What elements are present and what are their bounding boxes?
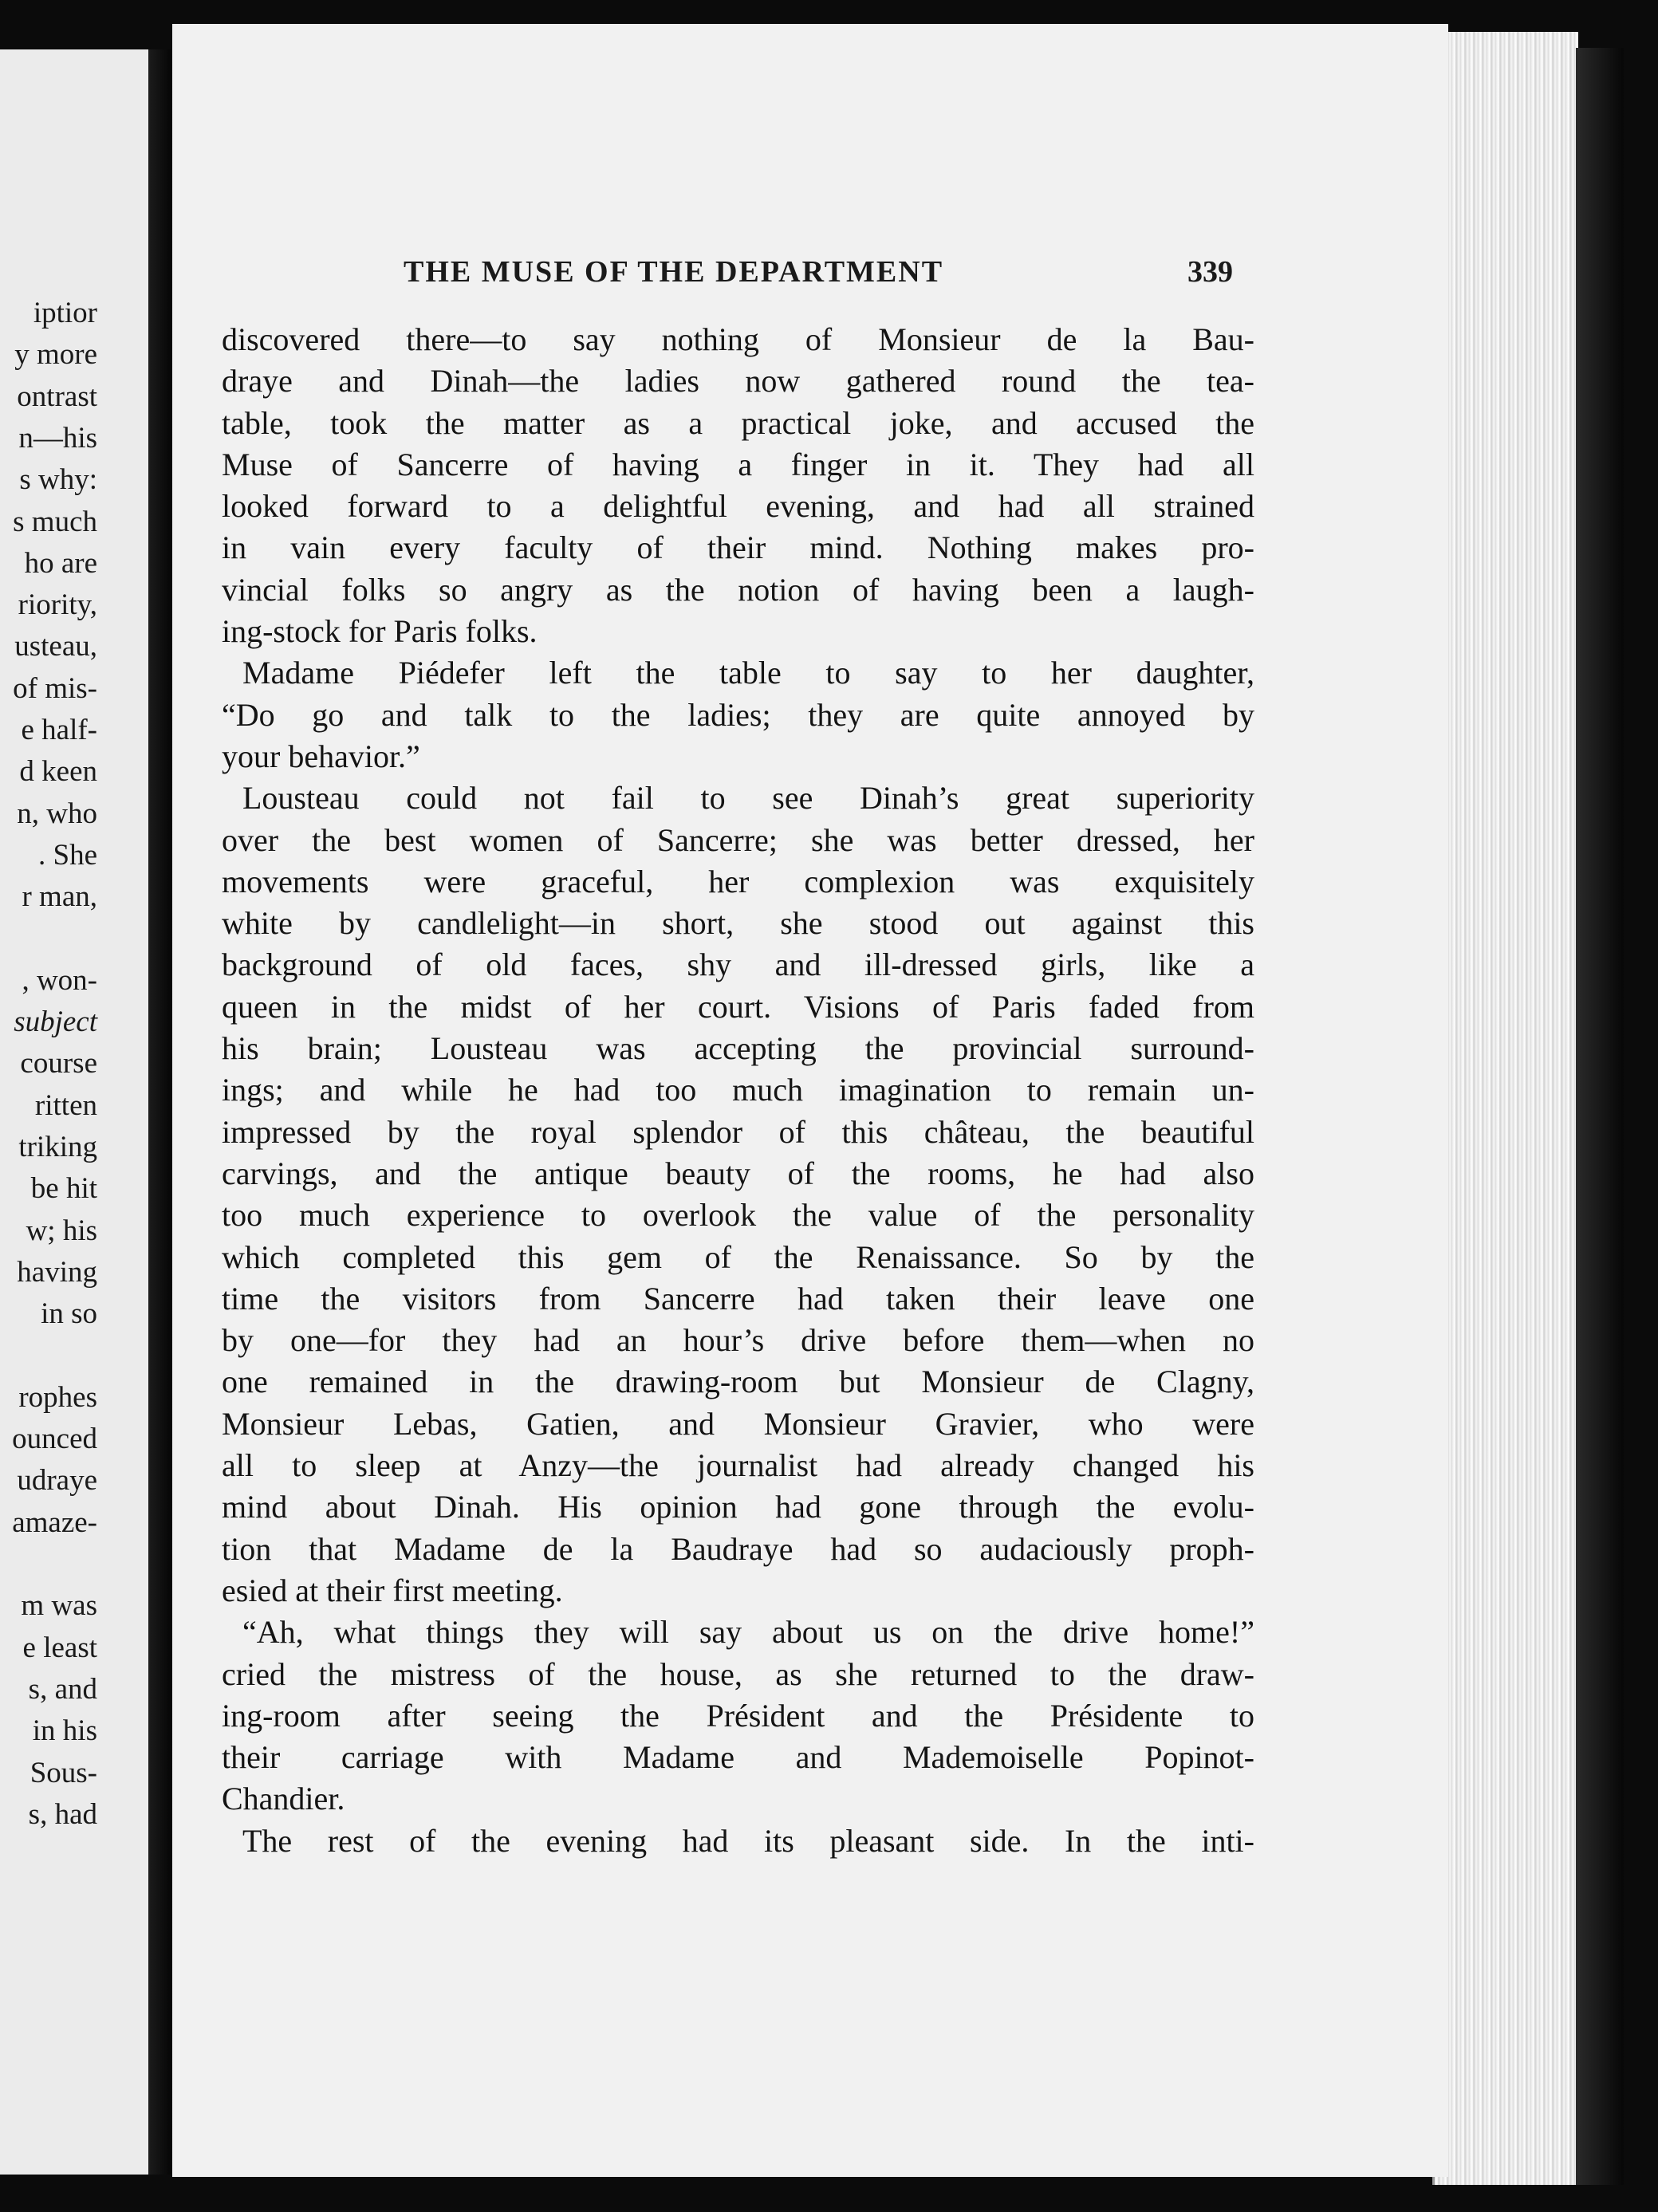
- facing-page-line: s, had: [28, 1797, 97, 1831]
- facing-page-line: s much: [13, 505, 97, 538]
- facing-page-line: course: [20, 1047, 97, 1080]
- text-line: table, took the matter as a practical joke, and accused the: [222, 404, 1254, 441]
- page-edges: [1432, 32, 1578, 2185]
- book-page: [172, 24, 1448, 2177]
- facing-page-line: in his: [32, 1714, 97, 1748]
- running-head: [172, 254, 1448, 294]
- facing-page-line: rophes: [18, 1380, 97, 1414]
- facing-page-line: , won-: [22, 963, 97, 997]
- text-line: vincial folks so angry as the notion of having been a laugh-: [222, 571, 1254, 608]
- facing-page-line: n—his: [18, 421, 97, 455]
- book-gutter: [148, 49, 172, 2175]
- facing-page-line: w; his: [26, 1214, 97, 1247]
- text-line: Lousteau could not fail to see Dinah’s great superiority: [242, 780, 1254, 817]
- text-line: “Do go and talk to the ladies; they are quite annoyed by: [222, 696, 1254, 733]
- text-line: his brain; Lousteau was accepting the provincial surround-: [222, 1030, 1254, 1067]
- text-line: “Ah, what things they will say about us on the drive home!”: [242, 1614, 1254, 1651]
- body-text: [222, 319, 1254, 1862]
- text-line: mind about Dinah. His opinion had gone through the evolu-: [222, 1489, 1254, 1525]
- running-head-title: THE MUSE OF THE DEPARTMENT: [404, 255, 944, 289]
- text-line: Chandier.: [222, 1781, 345, 1817]
- text-line: Monsieur Lebas, Gatien, and Monsieur Gravier, who were: [222, 1405, 1254, 1442]
- facing-page-line: e least: [22, 1631, 97, 1664]
- text-line: over the best women of Sancerre; she was better dressed, her: [222, 821, 1254, 858]
- facing-page-line: in so: [41, 1297, 97, 1331]
- facing-page-line: having: [17, 1255, 97, 1289]
- facing-page-line: s, and: [28, 1672, 97, 1706]
- text-line: movements were graceful, her complexion was exquisitely: [222, 863, 1254, 899]
- text-line: one remained in the drawing-room but Monsieur de Clagny,: [222, 1364, 1254, 1400]
- text-line: carvings, and the antique beauty of the rooms, he had also: [222, 1155, 1254, 1191]
- text-line: Muse of Sancerre of having a finger in it. They had all: [222, 446, 1254, 482]
- text-line: The rest of the evening had its pleasant side. In the inti-: [242, 1822, 1254, 1859]
- facing-page-fragment: [0, 49, 148, 2175]
- text-line: time the visitors from Sancerre had taken their leave one: [222, 1280, 1254, 1317]
- facing-page-line: triking: [18, 1131, 97, 1163]
- text-line: too much experience to overlook the value of the personality: [222, 1197, 1254, 1234]
- text-line: Madame Piédefer left the table to say to her daughter,: [242, 655, 1254, 691]
- facing-page-line: subject: [14, 1006, 97, 1039]
- facing-page-line: udraye: [17, 1464, 97, 1498]
- facing-page-line: y more: [14, 338, 97, 372]
- text-line: by one—for they had an hour’s drive before them—when no: [222, 1322, 1254, 1359]
- text-line: esied at their first meeting.: [222, 1572, 563, 1608]
- book-cover-edge: [1576, 48, 1624, 2185]
- facing-page-line: ontrast: [17, 380, 97, 413]
- page-number: 339: [1187, 255, 1233, 289]
- facing-page-line: Sous-: [30, 1756, 97, 1789]
- text-line: queen in the midst of her court. Visions of Paris faded from: [222, 988, 1254, 1025]
- text-line: background of old faces, shy and ill-dressed girls, like a: [222, 947, 1254, 983]
- facing-page-line: n, who: [17, 797, 97, 830]
- text-line: tion that Madame de la Baudraye had so audaciously proph-: [222, 1530, 1254, 1567]
- facing-page-line: iptior: [33, 297, 97, 329]
- text-line: ing-stock for Paris folks.: [222, 613, 538, 650]
- text-line: which completed this gem of the Renaissance. So by the: [222, 1238, 1254, 1275]
- text-line: ings; and while he had too much imagination to remain un-: [222, 1072, 1254, 1108]
- facing-page-line: m was: [21, 1589, 97, 1623]
- facing-page-line: r man,: [22, 880, 97, 914]
- facing-page-line: d keen: [19, 755, 97, 789]
- facing-page-line: ho are: [24, 546, 97, 580]
- facing-page-line: ounced: [12, 1423, 97, 1456]
- text-line: impressed by the royal splendor of this château, the beautiful: [222, 1113, 1254, 1150]
- text-line: white by candlelight—in short, she stood out against this: [222, 905, 1254, 942]
- facing-page-line: . She: [38, 838, 97, 872]
- facing-page-line: riority,: [18, 588, 97, 622]
- facing-page-line: e half-: [21, 714, 97, 746]
- facing-page-line: be hit: [30, 1172, 97, 1206]
- text-line: looked forward to a delightful evening, and had all strained: [222, 488, 1254, 525]
- facing-page-line: usteau,: [14, 630, 97, 663]
- text-line: ing-room after seeing the Président and the Présidente to: [222, 1697, 1254, 1734]
- facing-page-line: ritten: [34, 1088, 97, 1122]
- text-line: draye and Dinah—the ladies now gathered round the tea-: [222, 363, 1254, 399]
- text-line: cried the mistress of the house, as she returned to the draw-: [222, 1655, 1254, 1692]
- text-line: discovered there—to say nothing of Monsieur de la Bau-: [222, 321, 1254, 357]
- text-line: in vain every faculty of their mind. Nothing makes pro-: [222, 529, 1254, 566]
- facing-page-line: amaze-: [12, 1505, 97, 1539]
- text-line: your behavior.”: [222, 738, 420, 774]
- facing-page-line: s why:: [19, 463, 97, 497]
- text-line: all to sleep at Anzy—the journalist had already changed his: [222, 1447, 1254, 1484]
- facing-page-line: of mis-: [13, 671, 97, 705]
- text-line: their carriage with Madame and Mademoiselle Popinot-: [222, 1739, 1254, 1776]
